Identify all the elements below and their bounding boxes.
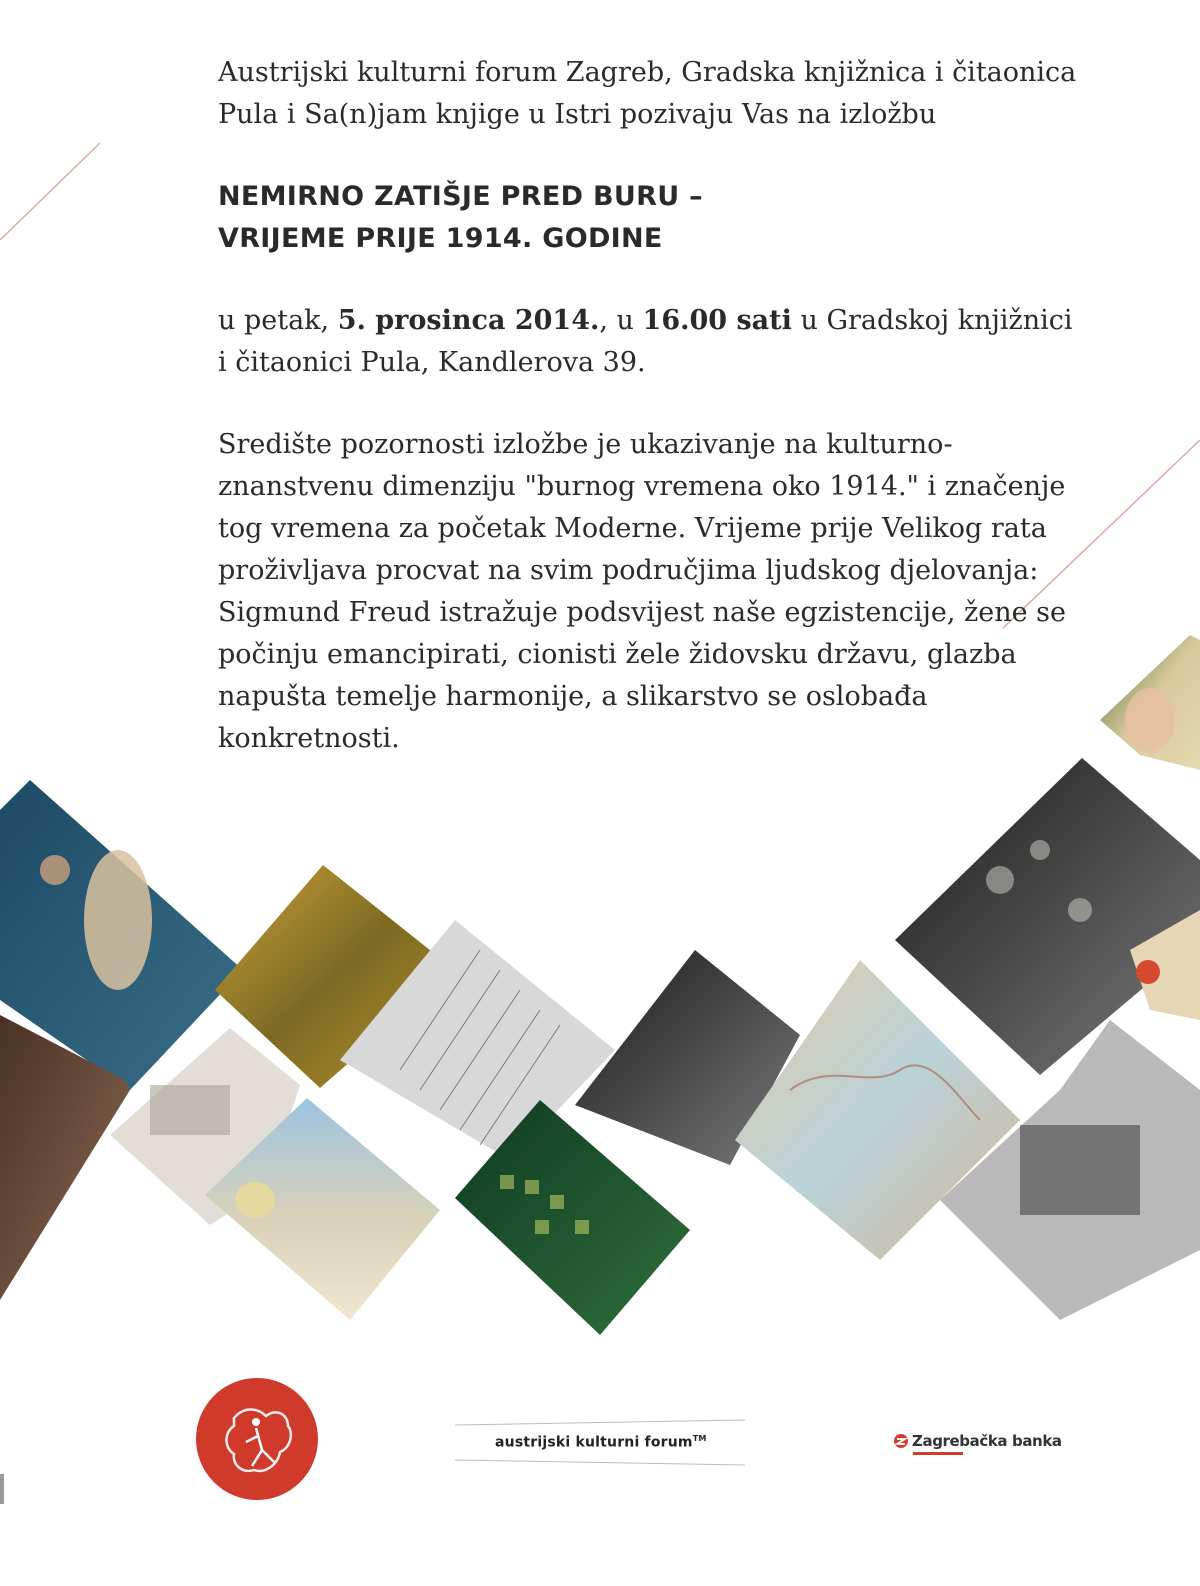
exhibition-title [218, 176, 1078, 260]
event-middle: , u [599, 305, 643, 336]
forum-name [495, 1434, 707, 1451]
dancer-icon [196, 1378, 318, 1500]
event-details [218, 300, 1078, 384]
bank-underline [913, 1452, 963, 1455]
title-line-1: NEMIRNO ZATIŠJE PRED BURU – [218, 181, 703, 212]
page-edge-mark [0, 1474, 4, 1504]
forum-logo [455, 1418, 745, 1478]
forum-tm: TM [692, 1434, 707, 1443]
forum-line-top [455, 1419, 745, 1425]
title-line-2: VRIJEME PRIJE 1914. GODINE [218, 223, 663, 254]
library-logo [196, 1378, 318, 1500]
bank-name: Zagrebačka banka [912, 1432, 1062, 1450]
event-date: 5. prosinca 2014. [337, 305, 600, 336]
photo-collage [0, 620, 1200, 1360]
bank-swirl-icon [893, 1433, 909, 1449]
event-suffix: u Gradskoj knjižnici i čitaonici Pula, Kandlerova 39. [218, 305, 1073, 378]
description-paragraph: Središte pozornosti izložbe je ukazivanje na kulturno-znanstvenu dimenziju "burnog vremena oko 1914." i značenje tog vremena za početak Moderne. Vrijeme prije Velikog rata proživljava procvat na svim područjima ljudskog djelovanja: Sigmund Freud istražuje podsvijest naše egzistencije, žene se počinju emancipirati, cionisti žele židovsku državu, glazba napušta temelje harmonije, a slikarstvo se oslobađa konkretnosti. [218, 429, 1066, 754]
event-prefix: u petak, [218, 305, 338, 336]
bank-logo [893, 1432, 1062, 1462]
event-time: 16.00 sati [642, 305, 792, 336]
forum-name-text: austrijski kulturni forum [495, 1434, 693, 1451]
tile-bw-crowd [895, 758, 1200, 1075]
forum-line-bottom [455, 1459, 745, 1465]
intro-paragraph: Austrijski kulturni forum Zagreb, Gradska knjižnica i čitaonica Pula i Sa(n)jam knjige u Istri pozivaju Vas na izložbu [218, 57, 1077, 130]
